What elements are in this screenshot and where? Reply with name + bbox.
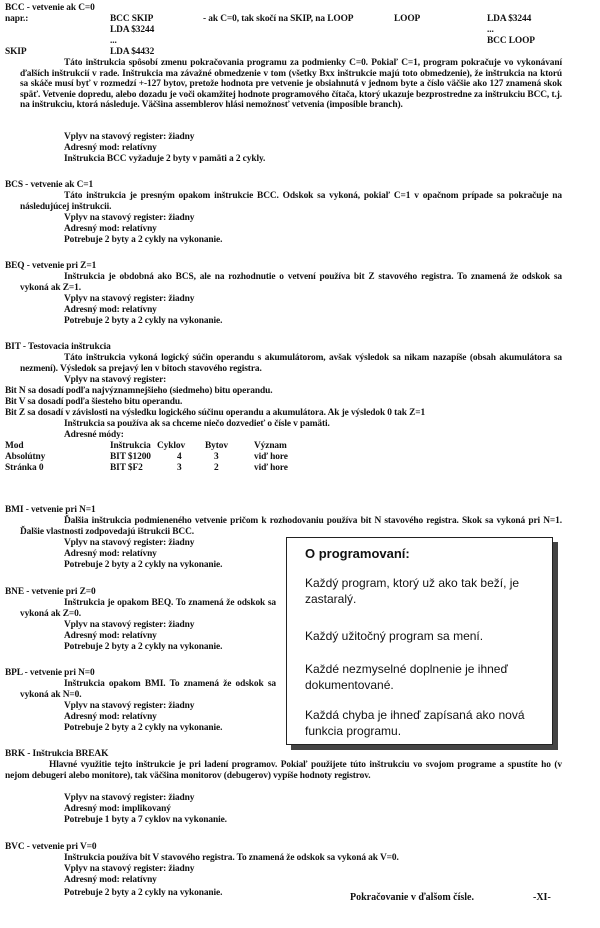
bcs-title: BCS - vetvenie ak C=1	[5, 180, 94, 190]
brk-size: Potrebuje 1 byty a 7 cyklov na vykonanie.	[64, 815, 227, 825]
table-cell: Absolútny	[5, 452, 46, 462]
bpl-flags: Vplyv na stavový register: žiadny	[64, 701, 195, 711]
bmi-title: BMI - vetvenie pri N=1	[5, 505, 96, 515]
brk-flags: Vplyv na stavový register: žiadny	[64, 793, 195, 803]
bcs-paragraph: Táto inštrukcia je presným opakom inštrukcie BCC. Odskok sa vykoná, pokiaľ C=1 v opačnom prípade sa pokračuje na následujúcej inštrukcii.	[20, 191, 562, 212]
bcs-size: Potrebuje 2 byty a 2 cykly na vykonanie.	[64, 235, 223, 245]
bvc-flags: Vplyv na stavový register: žiadny	[64, 864, 195, 874]
beq-mode: Adresný mod: relatívny	[64, 305, 157, 315]
bmi-size: Potrebuje 2 byty a 2 cykly na vykonanie.	[64, 560, 223, 570]
bpl-mode: Adresný mod: relatívny	[64, 712, 157, 722]
table-header: Význam	[254, 441, 287, 451]
bit-modes: Adresné módy:	[64, 430, 124, 440]
bvc-size: Potrebuje 2 byty a 2 cykly na vykonanie.	[64, 888, 223, 898]
bpl-paragraph: Inštrukcia opakom BMI. To znamená že odskok sa vykoná ak N=0.	[20, 679, 276, 700]
quote-box	[286, 537, 553, 745]
bcs-mode: Adresný mod: relatívny	[64, 224, 157, 234]
example-label: napr.:	[5, 14, 29, 24]
bne-paragraph: Inštrukcia je opakom BEQ. To znamená že odskok sa vykoná ak Z=0.	[20, 598, 276, 619]
brk-mode: Adresný mod: implikovaný	[64, 804, 171, 814]
bit-paragraph: Táto inštrukcia vykoná logický súčin operandu s akumulátorom, avšak výsledok sa nikam nazapíše (obsah akumulátora sa nezmení). Výsledok sa prejavý len v bitoch stavového registra.	[20, 353, 562, 374]
table-cell: 3	[214, 452, 219, 462]
bit-v: Bit V sa dosadí podľa šiesteho bitu operandu.	[5, 397, 183, 407]
bmi-flags: Vplyv na stavový register: žiadny	[64, 538, 195, 548]
beq-title: BEQ - vetvenie pri Z=1	[5, 261, 97, 271]
table-header: Bytov	[205, 441, 228, 451]
beq-paragraph: Inštrukcia je obdobná ako BCS, ale na rozhodnutie o vetvení používa bit Z stavového registra. To znamená že odskok sa vykoná ak Z=1.	[20, 272, 562, 293]
bmi-paragraph: Ďalšia inštrukcia podmieneného vetvenie pričom k rozhodovaniu používa bit N stavového registra. Skok sa vykoná pri N=1. Ďalšie vlastnosti zodpovedajú ištrukcii BCC.	[20, 516, 562, 537]
code-comment: - ak C=0, tak skočí na SKIP, na LOOP	[203, 14, 354, 24]
code-line: ...	[487, 25, 494, 35]
beq-flags: Vplyv na stavový register: žiadny	[64, 294, 195, 304]
bit-title: BIT - Testovacia inštrukcia	[5, 342, 111, 352]
table-header: Cyklov	[157, 441, 186, 451]
brk-title: BRK - Inštrukcia BREAK	[5, 749, 109, 759]
bcc-title: BCC - vetvenie ak C=0	[5, 3, 95, 13]
bit-n: Bit N sa dosadí podľa najvýznamnejšieho (siedmeho) bitu operandu.	[5, 386, 273, 396]
quote-line: Každý program, ktorý už ako tak beží, je zastaralý.	[305, 576, 520, 606]
code-line: LDA $4432	[110, 47, 155, 57]
page-number: -XI-	[533, 892, 551, 903]
bne-mode: Adresný mod: relatívny	[64, 631, 157, 641]
bcc-size: Inštrukcia BCC vyžaduje 2 byty v pamäti a 2 cykly.	[64, 154, 266, 164]
bne-flags: Vplyv na stavový register: žiadny	[64, 620, 195, 630]
bvc-desc: Inštrukcia používa bit V stavového registra. To znamená že odskok sa vykoná ak V=0.	[64, 853, 399, 863]
code-label: SKIP	[5, 47, 27, 57]
quote-line: Každé nezmyselné doplnenie je ihneď dokumentované.	[305, 662, 508, 692]
brk-paragraph: Hlavné využitie tejto inštrukcie je pri ladení programov. Pokiaľ použijete túto inštrukciu vo svojom programe a spustíte ho (v nejom debugeri alebo monitore), tak väčšina monitorov (debugerov) vypíše hodnoty registrov.	[5, 760, 562, 781]
bvc-title: BVC - vetvenie pri V=0	[5, 842, 97, 852]
table-header: Mod	[5, 441, 24, 451]
bcc-flags: Vplyv na stavový register: žiadny	[64, 132, 195, 142]
code-line: ...	[110, 36, 117, 46]
bpl-size: Potrebuje 2 byty a 2 cykly na vykonanie.	[64, 723, 223, 733]
bit-use: Inštrukcia sa používa ak sa chceme niečo dozvedieť o čísle v pamäti.	[64, 419, 330, 429]
table-cell: viď hore	[254, 452, 288, 462]
bcc-paragraph: Táto inštrukcia spôsobí zmenu pokračovania programu za podmienky C=0. Pokiaľ C=1, program pokračuje vo vykonávaní ďalších inštrukcií v rade. Inštrukcia ma závažné obmedzenie v tom (všetky Bxx inštrukcie majú toto obmedzenie), že inštrukcia na ktorú sa skáče musí byť v rozmedzí +-127 bytov, pretože hodnota pre vetvenie je obsiahnutá v jednom byte a číslo väčšie ako 127 znamená skok späť. Vetvenie dopredu, alebo dozadu je voči okamžitej hodnote programového čítača, ktorý ukazuje bezprostredne za inštrukciu BCC, t.j. na inštrukciu, ktorá následuje. Väčšina assemblerov hlási nemožnosť vetvenia (imposible branch).	[20, 58, 562, 111]
table-header: Inštrukcia	[110, 441, 151, 451]
bmi-mode: Adresný mod: relatívny	[64, 549, 157, 559]
code-line: LDA $3244	[487, 14, 532, 24]
table-cell: 3	[177, 463, 182, 473]
bit-z: Bit Z sa dosadí v závislosti na výsledku logického súčinu operandu a akumulátora. Ak je výsledok 0 tak Z=1	[5, 408, 426, 418]
code-line: BCC SKIP	[110, 14, 154, 24]
bvc-mode: Adresný mod: relatívny	[64, 875, 157, 885]
code-line: BCC LOOP	[487, 36, 535, 46]
quote-line: Každá chyba je ihneď zapísaná ako nová funkcia programu.	[305, 708, 525, 738]
table-cell: BIT $F2	[110, 463, 143, 473]
continuation-note: Pokračovanie v ďalšom čísle.	[350, 892, 474, 903]
code-label: LOOP	[394, 14, 421, 24]
quote-box-title: O programovaní:	[305, 546, 410, 561]
bpl-title: BPL - vetvenie pri N=0	[5, 668, 95, 678]
quote-line: Každý užitočný program sa mení.	[305, 629, 484, 643]
bne-title: BNE - vetvenie pri Z=0	[5, 587, 96, 597]
table-cell: 2	[214, 463, 219, 473]
bcc-mode: Adresný mod: relatívny	[64, 143, 157, 153]
bit-flags: Vplyv na stavový register:	[64, 375, 167, 385]
code-line: LDA $3244	[110, 25, 155, 35]
bcs-flags: Vplyv na stavový register: žiadny	[64, 213, 195, 223]
table-cell: 4	[177, 452, 182, 462]
table-cell: viď hore	[254, 463, 288, 473]
table-cell: Stránka 0	[5, 463, 44, 473]
table-cell: BIT $1200	[110, 452, 151, 462]
beq-size: Potrebuje 2 byty a 2 cykly na vykonanie.	[64, 316, 223, 326]
bne-size: Potrebuje 2 byty a 2 cykly na vykonanie.	[64, 642, 223, 652]
